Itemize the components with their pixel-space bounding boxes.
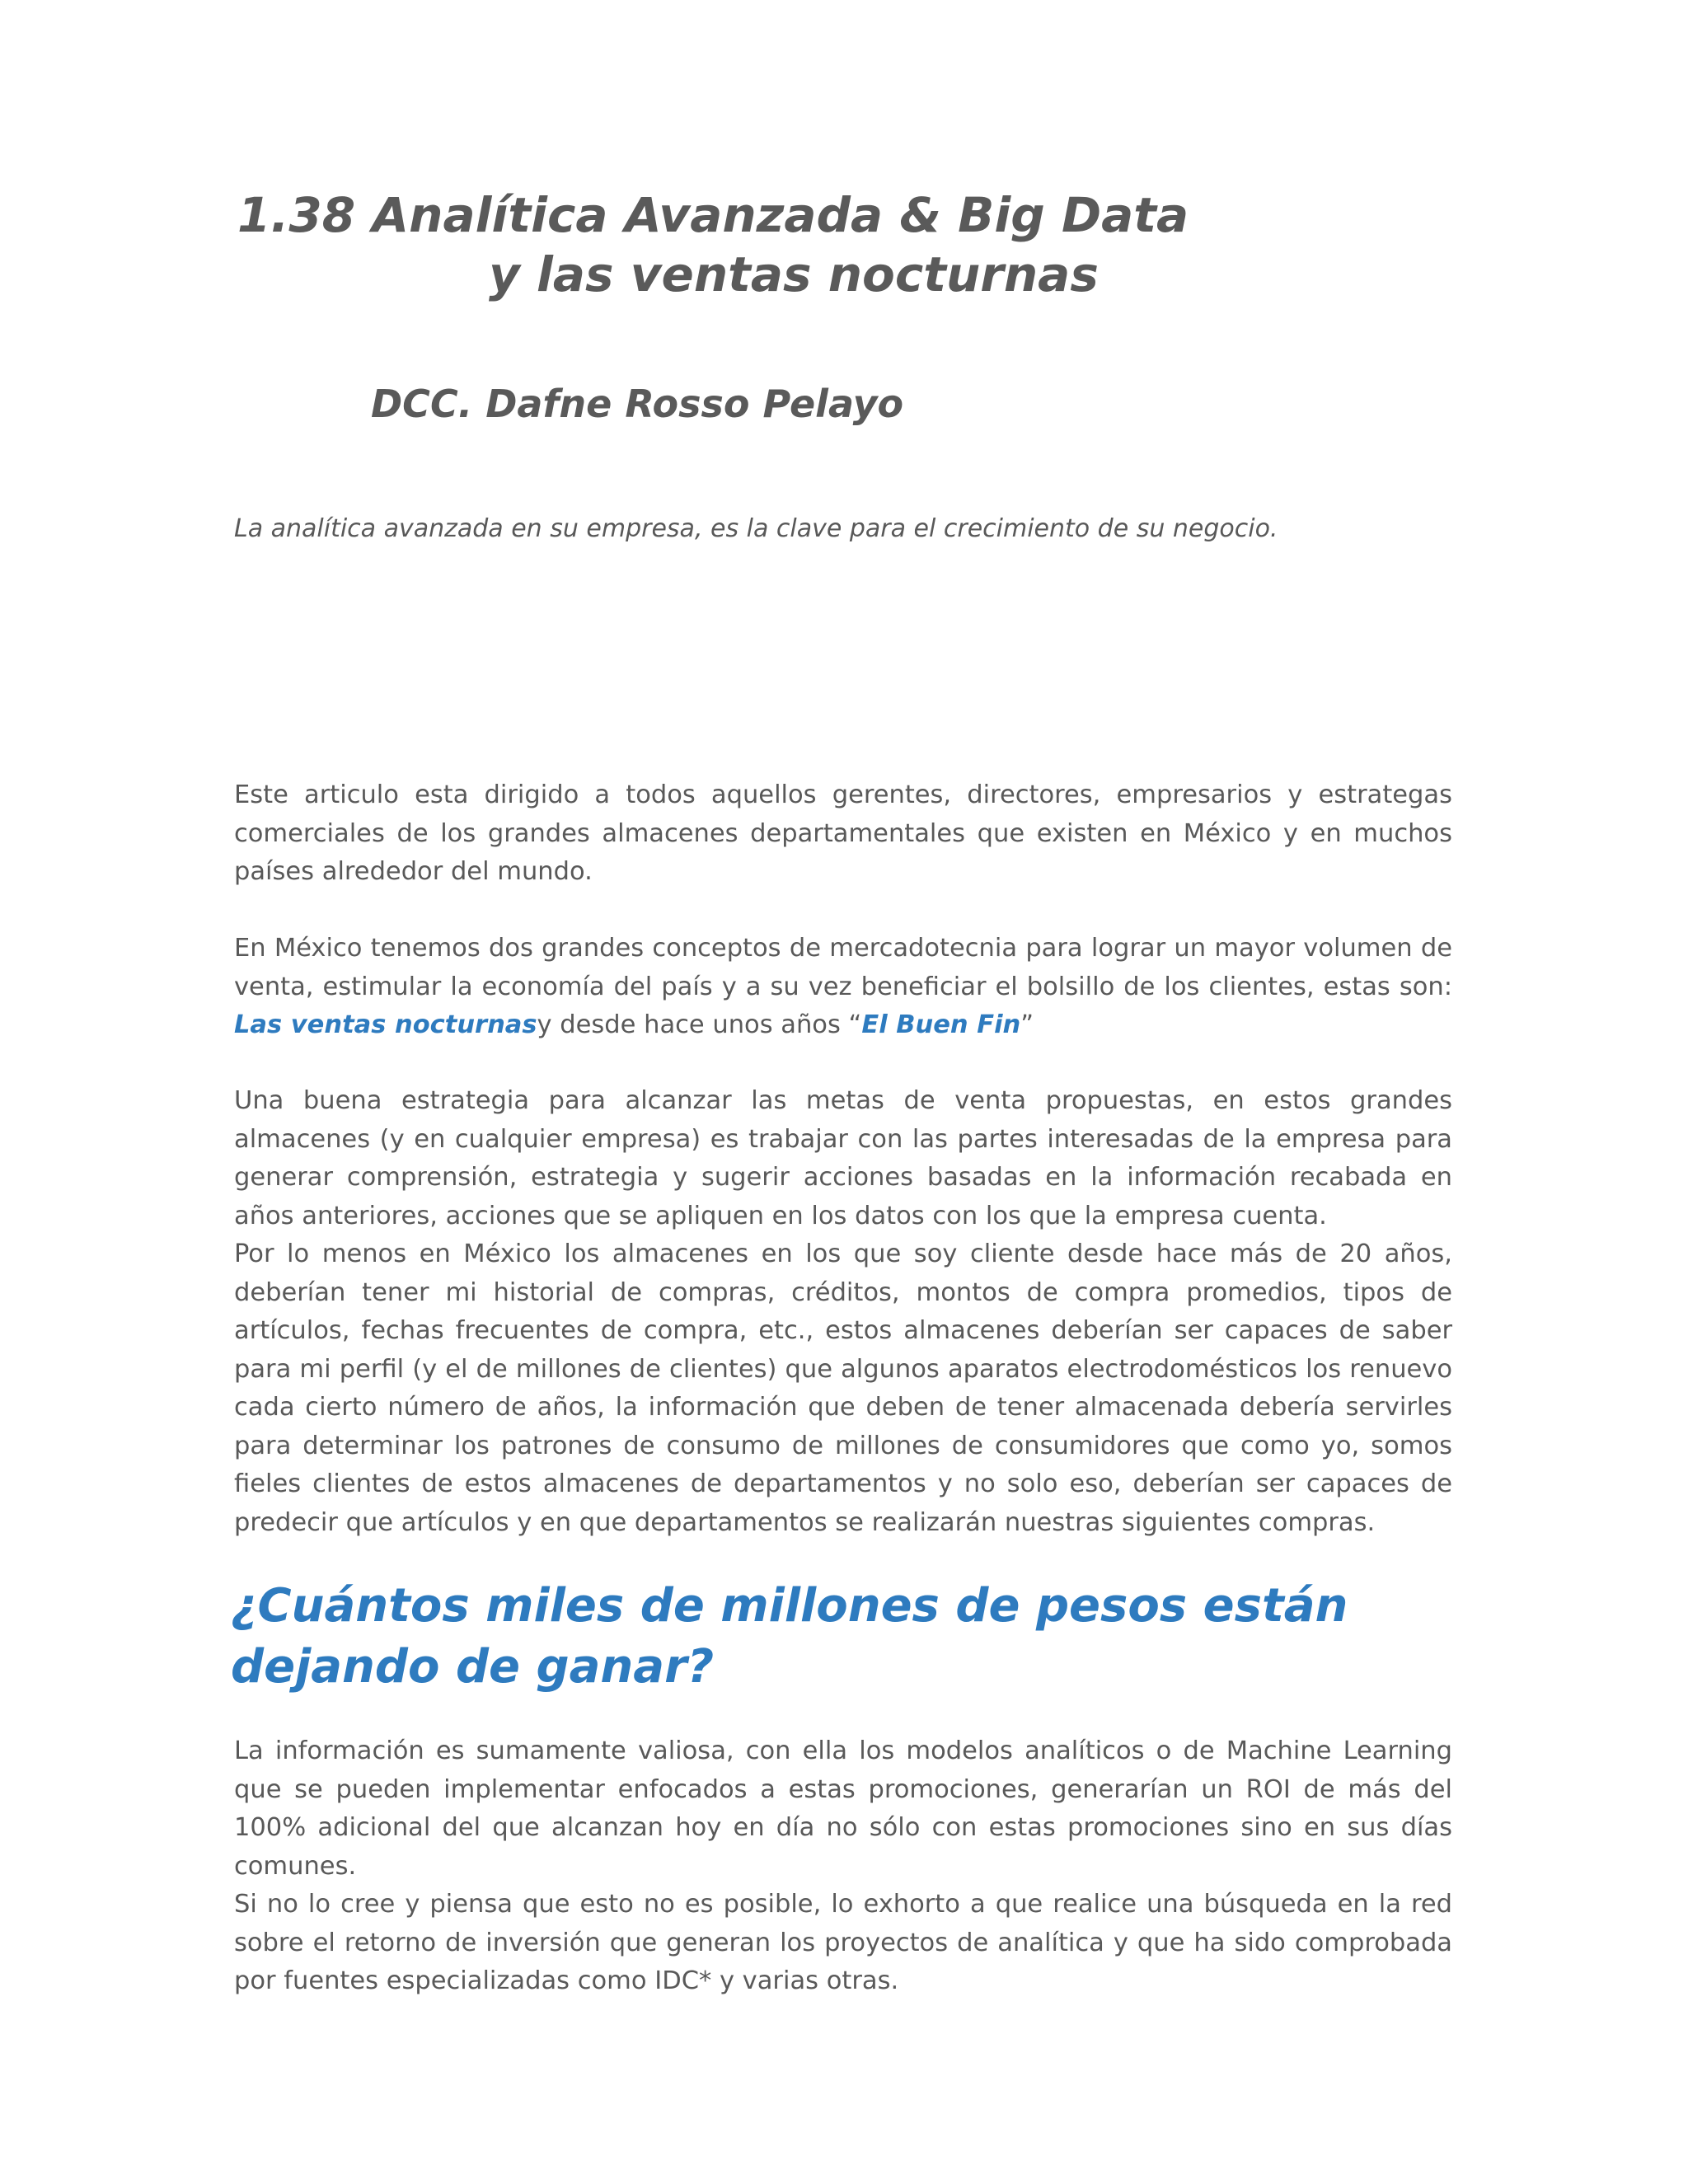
link-buen-fin[interactable]: El Buen Fin: [861, 1010, 1021, 1039]
paragraph-concepts-text-3: ”: [1020, 1010, 1034, 1039]
title-line-1: 1.38 Analítica Avanzada & Big Data: [237, 187, 1189, 243]
paragraph-roi: La información es sumamente valiosa, con ella los modelos analíticos o de Machine Learning que se pueden implementar enfocados a estas promociones, generarían un ROI de más del 100% adicional del que alcanzan hoy en día no sólo con estas promociones sino en sus días comunes.: [234, 1736, 1452, 1881]
section-heading: ¿Cuántos miles de millones de pesos están dejando de ganar?: [231, 1579, 1348, 1694]
paragraph-concepts: [234, 930, 1452, 1045]
link-ventas-nocturnas[interactable]: Las ventas nocturnas: [234, 1010, 537, 1039]
paragraph-concepts-text-2: y desde hace unos años “: [537, 1010, 862, 1039]
paragraph-block-strategy: [234, 1082, 1452, 1542]
tagline: La analítica avanzada en su empresa, es la clave para el crecimiento de su negocio.: [234, 514, 1278, 543]
paragraph-block-roi: [234, 1732, 1452, 2001]
author-name: DCC. Dafne Rosso Pelayo: [371, 382, 904, 426]
paragraph-search-suggestion: Si no lo cree y piensa que esto no es posible, lo exhorto a que realice una búsqueda en la red sobre el retorno de inversión que generan los proyectos de analítica y que ha sido comprobada por fuentes especializadas como IDC* y varias otras.: [234, 1890, 1452, 1995]
document-title: [237, 185, 1189, 304]
paragraph-intro: Este articulo esta dirigido a todos aquellos gerentes, directores, empresarios y estrategas comerciales de los grandes almacenes departamentales que existen en México y en muchos países alrededor del mundo.: [234, 780, 1452, 886]
paragraph-concepts-text-1: En México tenemos dos grandes conceptos de mercadotecnia para lograr un mayor volumen de venta, estimular la economía del país y a su vez beneficiar el bolsillo de los clientes, estas son:: [234, 934, 1452, 1001]
title-line-2: y las ventas nocturnas: [489, 246, 1099, 302]
paragraph-strategy: Una buena estrategia para alcanzar las metas de venta propuestas, en estos grandes almacenes (y en cualquier empresa) es trabajar con las partes interesadas de la empresa para generar comprensión, estrategia y sugerir acciones basadas en la información recabada en años anteriores, acciones que se apliquen en los datos con los que la empresa cuenta.: [234, 1086, 1452, 1230]
paragraph-customer-history: Por lo menos en México los almacenes en los que soy cliente desde hace más de 20 años, deberían tener mi historial de compras, créditos, montos de compra promedios, tipos de artículos, fechas frecuentes de compra, etc., estos almacenes deberían ser capaces de saber para mi perfil (y el de millones de clientes) que algunos aparatos electrodomésticos los renuevo cada cierto número de años, la información que deben de tener almacenada debería servirles para determinar los patrones de consumo de millones de consumidores que como yo, somos fieles clientes de estos almacenes de departamentos y no solo eso, deberían ser capaces de predecir que artículos y en que departamentos se realizarán nuestras siguientes compras.: [234, 1240, 1452, 1537]
